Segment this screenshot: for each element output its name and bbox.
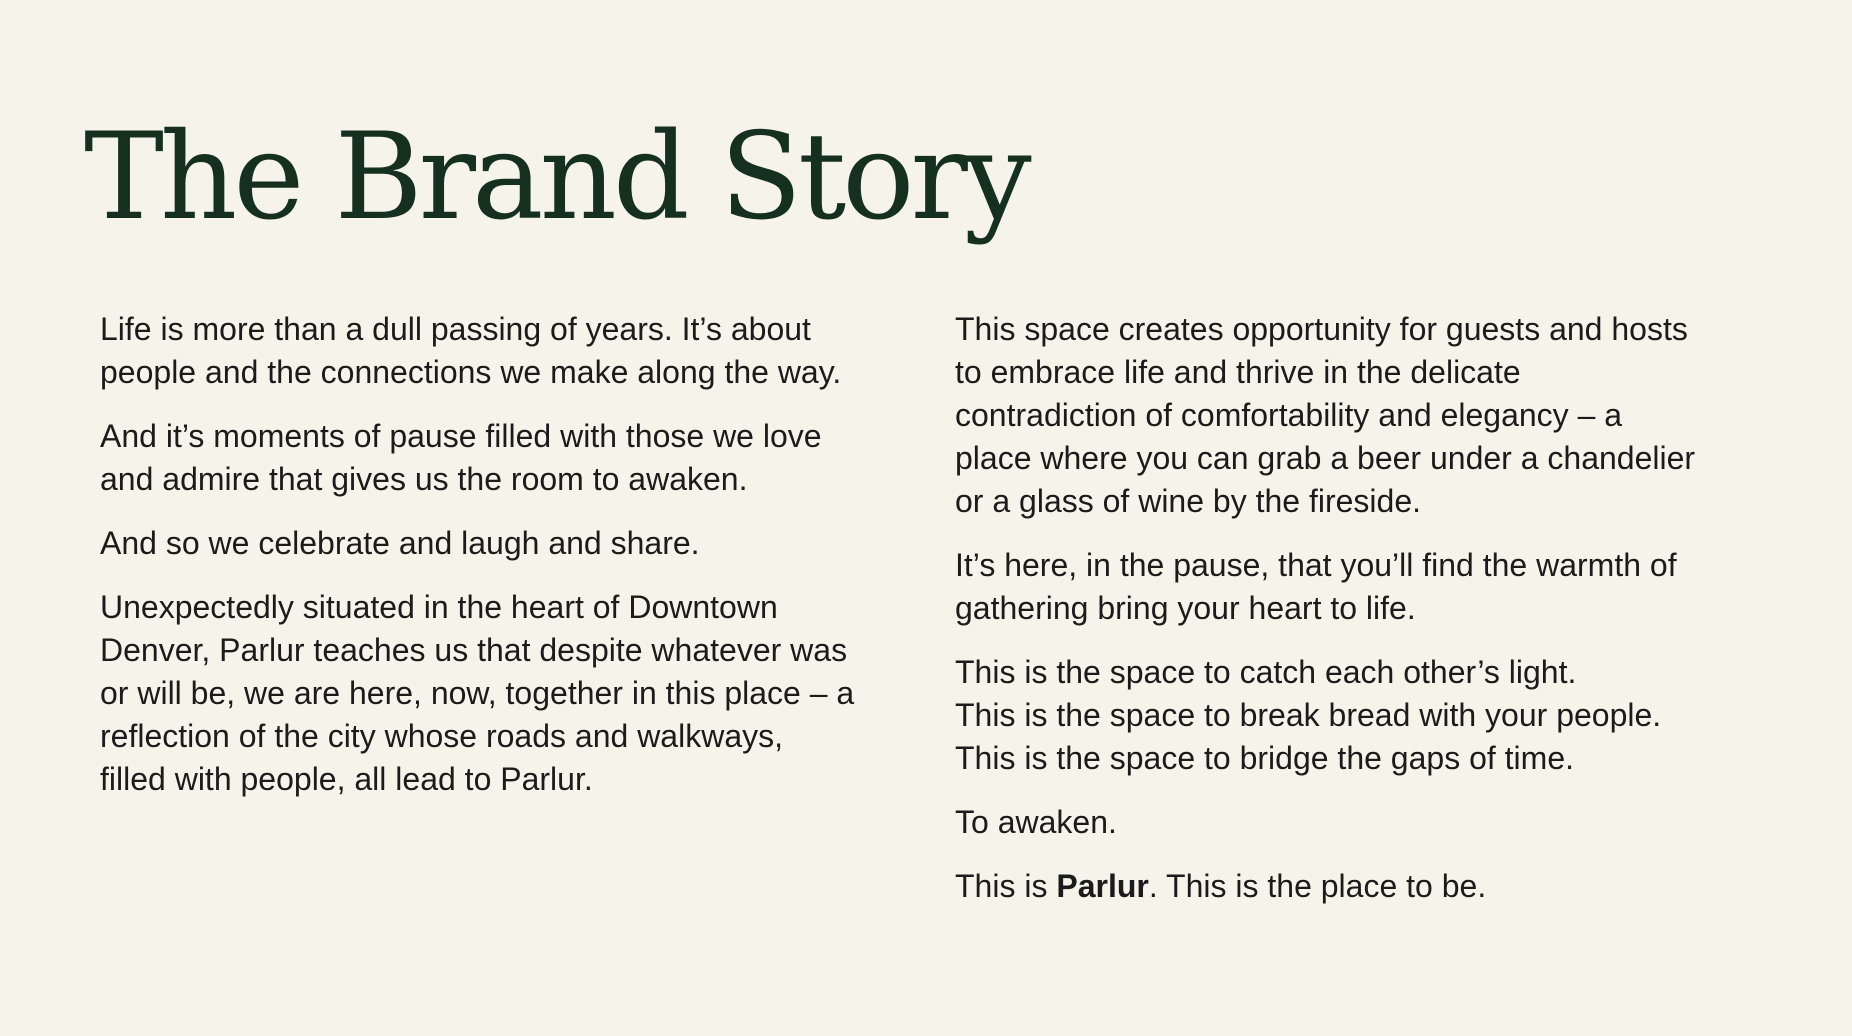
text-line: It’s here, in the pause, that you’ll find the warmth of <box>955 547 1677 583</box>
closing-paragraph <box>955 865 1775 908</box>
brand-name: Parlur <box>1056 868 1149 904</box>
text-line: gathering bring your heart to life. <box>955 590 1416 626</box>
closing-suffix: . This is the place to be. <box>1148 868 1487 904</box>
text-line: people and the connections we make along the way. <box>100 354 842 390</box>
text-line: To awaken. <box>955 804 1117 840</box>
text-line: filled with people, all lead to Parlur. <box>100 761 593 797</box>
text-line: or a glass of wine by the fireside. <box>955 483 1422 519</box>
paragraph <box>100 586 920 801</box>
text-line: Life is more than a dull passing of years. It’s about <box>100 311 811 347</box>
text-line: This is the space to break bread with your people. <box>955 697 1662 733</box>
text-line: This is the space to catch each other’s light. <box>955 654 1577 690</box>
text-line: reflection of the city whose roads and walkways, <box>100 718 783 754</box>
paragraph <box>955 544 1775 630</box>
text-line <box>955 865 1775 908</box>
text-line: and admire that gives us the room to awaken. <box>100 461 748 497</box>
text-line: contradiction of comfortability and elegancy – a <box>955 397 1623 433</box>
text-line: Denver, Parlur teaches us that despite whatever was <box>100 632 848 668</box>
page-title: The Brand Story <box>84 108 1028 247</box>
text-line: to embrace life and thrive in the delicate <box>955 354 1521 390</box>
text-line: And so we celebrate and laugh and share. <box>100 525 700 561</box>
paragraph <box>100 522 920 565</box>
right-column <box>955 308 1775 929</box>
paragraph <box>100 308 920 394</box>
text-line: This is the space to bridge the gaps of time. <box>955 740 1574 776</box>
paragraph <box>955 651 1775 780</box>
text-line: Unexpectedly situated in the heart of Downtown <box>100 589 778 625</box>
paragraph <box>100 415 920 501</box>
text-line: or will be, we are here, now, together in this place – a <box>100 675 855 711</box>
closing-prefix: This is <box>955 868 1057 904</box>
text-line: This space creates opportunity for guests and hosts <box>955 311 1688 347</box>
text-line: place where you can grab a beer under a chandelier <box>955 440 1696 476</box>
text-line: And it’s moments of pause filled with those we love <box>100 418 822 454</box>
paragraph <box>955 308 1775 523</box>
paragraph <box>955 801 1775 844</box>
left-column <box>100 308 920 822</box>
